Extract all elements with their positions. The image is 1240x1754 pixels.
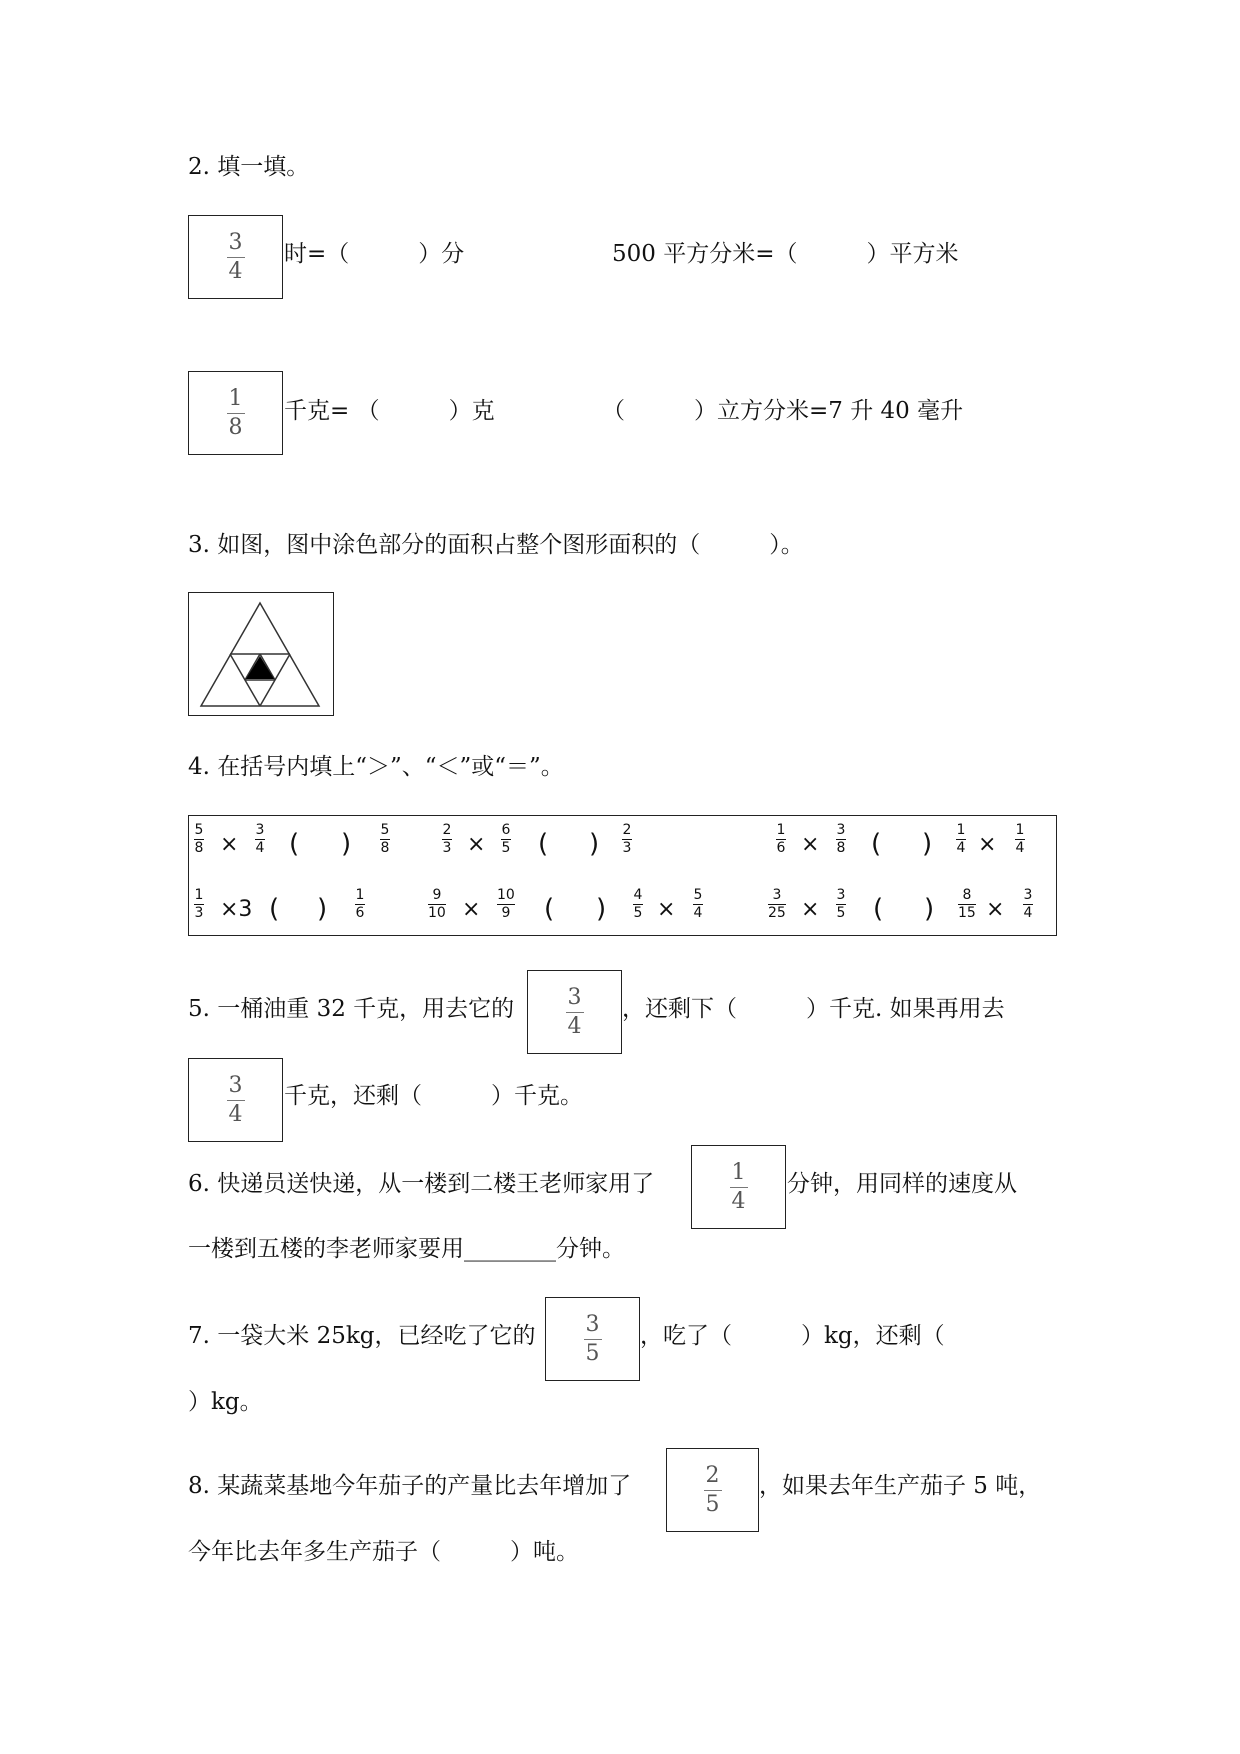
small-fraction: 4 5 [633,887,643,921]
q7-line1-b: ，吃了（ ）kg，还剩（ [640,1323,945,1349]
right-paren: ) [922,829,933,859]
q5-line2: 千克，还剩（ ）千克。 [284,1083,583,1109]
small-fraction: 1 4 [956,822,966,856]
left-paren: ( [289,829,300,859]
right-paren: ) [596,894,607,924]
q6-line1-b: 分钟，用同样的速度从 [787,1171,1017,1197]
right-paren: ) [589,829,600,859]
small-fraction: 2 3 [622,822,632,856]
fraction-numerator: 3 [567,984,582,1010]
small-fraction: 5 4 [693,887,703,921]
left-paren: ( [269,894,280,924]
fraction-numerator: 2 [705,1462,720,1488]
fraction-numerator: 3 [228,229,243,255]
fraction-box [188,1058,283,1142]
small-fraction: 8 15 [958,887,976,921]
triangle-drawing [189,593,332,714]
q7-line1-a: 7. 一袋大米 25kg，已经吃了它的 [188,1323,536,1349]
fraction-box [691,1145,786,1229]
q2-row1-right-text: 500 平方分米=（ ）平方米 [612,241,959,267]
fraction-numerator: 1 [228,385,243,411]
q2-title: 2. 填一填。 [188,154,310,180]
fraction-box [188,371,283,455]
fraction-box [527,970,622,1054]
fraction-numerator: 1 [731,1159,746,1185]
small-fraction: 1 6 [355,887,365,921]
small-fraction: 9 10 [428,887,446,921]
fraction-denominator: 4 [228,258,243,284]
fraction-denominator: 4 [731,1188,746,1214]
fraction-box [188,215,283,299]
q5-line1-a: 5. 一桶油重 32 千克，用去它的 [188,996,515,1022]
left-paren: ( [538,829,549,859]
small-fraction: 10 9 [497,887,515,921]
q4-title: 4. 在括号内填上“＞”、“＜”或“＝”。 [188,754,564,780]
right-paren: ) [317,894,328,924]
fraction-numerator: 3 [228,1072,243,1098]
small-fraction: 1 3 [194,887,204,921]
fraction-denominator: 4 [567,1013,582,1039]
fraction-numerator: 3 [585,1311,600,1337]
fraction-denominator: 4 [228,1101,243,1127]
small-fraction: 3 4 [255,822,265,856]
q7-line2: ）kg。 [188,1389,263,1415]
small-fraction: 3 4 [1023,887,1033,921]
q8-line2: 今年比去年多生产茄子（ ）吨。 [188,1539,579,1565]
left-paren: ( [873,894,884,924]
small-fraction: 1 6 [776,822,786,856]
fraction-denominator: 8 [228,414,243,440]
small-fraction: 3 5 [836,887,846,921]
triangle-figure [188,592,334,716]
q5-line1-b: ，还剩下（ ）千克. 如果再用去 [622,996,1005,1022]
q8-line1-a: 8. 某蔬菜基地今年茄子的产量比去年增加了 [188,1473,632,1499]
q2-row1-left-text: 时=（ ）分 [284,241,465,267]
right-paren: ) [924,894,935,924]
small-fraction: 1 4 [1015,822,1025,856]
q3-title: 3. 如图，图中涂色部分的面积占整个图形面积的（ ）。 [188,532,804,558]
q6-line2: 一楼到五楼的李老师家要用________分钟。 [188,1236,625,1262]
left-paren: ( [544,894,555,924]
fraction-box [666,1448,759,1532]
small-fraction: 3 8 [836,822,846,856]
small-fraction: 5 8 [194,822,204,856]
small-fraction: 6 5 [501,822,511,856]
times-sign: × [801,832,820,857]
small-fraction: 3 25 [768,887,786,921]
times-sign: × [462,897,481,922]
times-sign: × [801,897,820,922]
times-sign: × [467,832,486,857]
times-three: ×3 [220,897,253,922]
small-fraction: 5 8 [380,822,390,856]
times-sign: × [657,897,676,922]
q6-line1-a: 6. 快递员送快递，从一楼到二楼王老师家用了 [188,1171,655,1197]
right-paren: ) [341,829,352,859]
times-sign: × [220,832,239,857]
fraction-denominator: 5 [705,1491,720,1517]
fraction-denominator: 5 [585,1340,600,1366]
times-sign: × [978,832,997,857]
times-sign: × [986,897,1005,922]
q8-line1-b: ，如果去年生产茄子 5 吨， [759,1473,1042,1499]
small-fraction: 2 3 [442,822,452,856]
q2-row2-right-text: （ ）立方分米=7 升 40 毫升 [602,398,964,424]
fraction-box [545,1297,640,1381]
q2-row2-left-text: 千克= （ ）克 [284,398,495,424]
left-paren: ( [871,829,882,859]
comparison-table [188,815,1057,936]
